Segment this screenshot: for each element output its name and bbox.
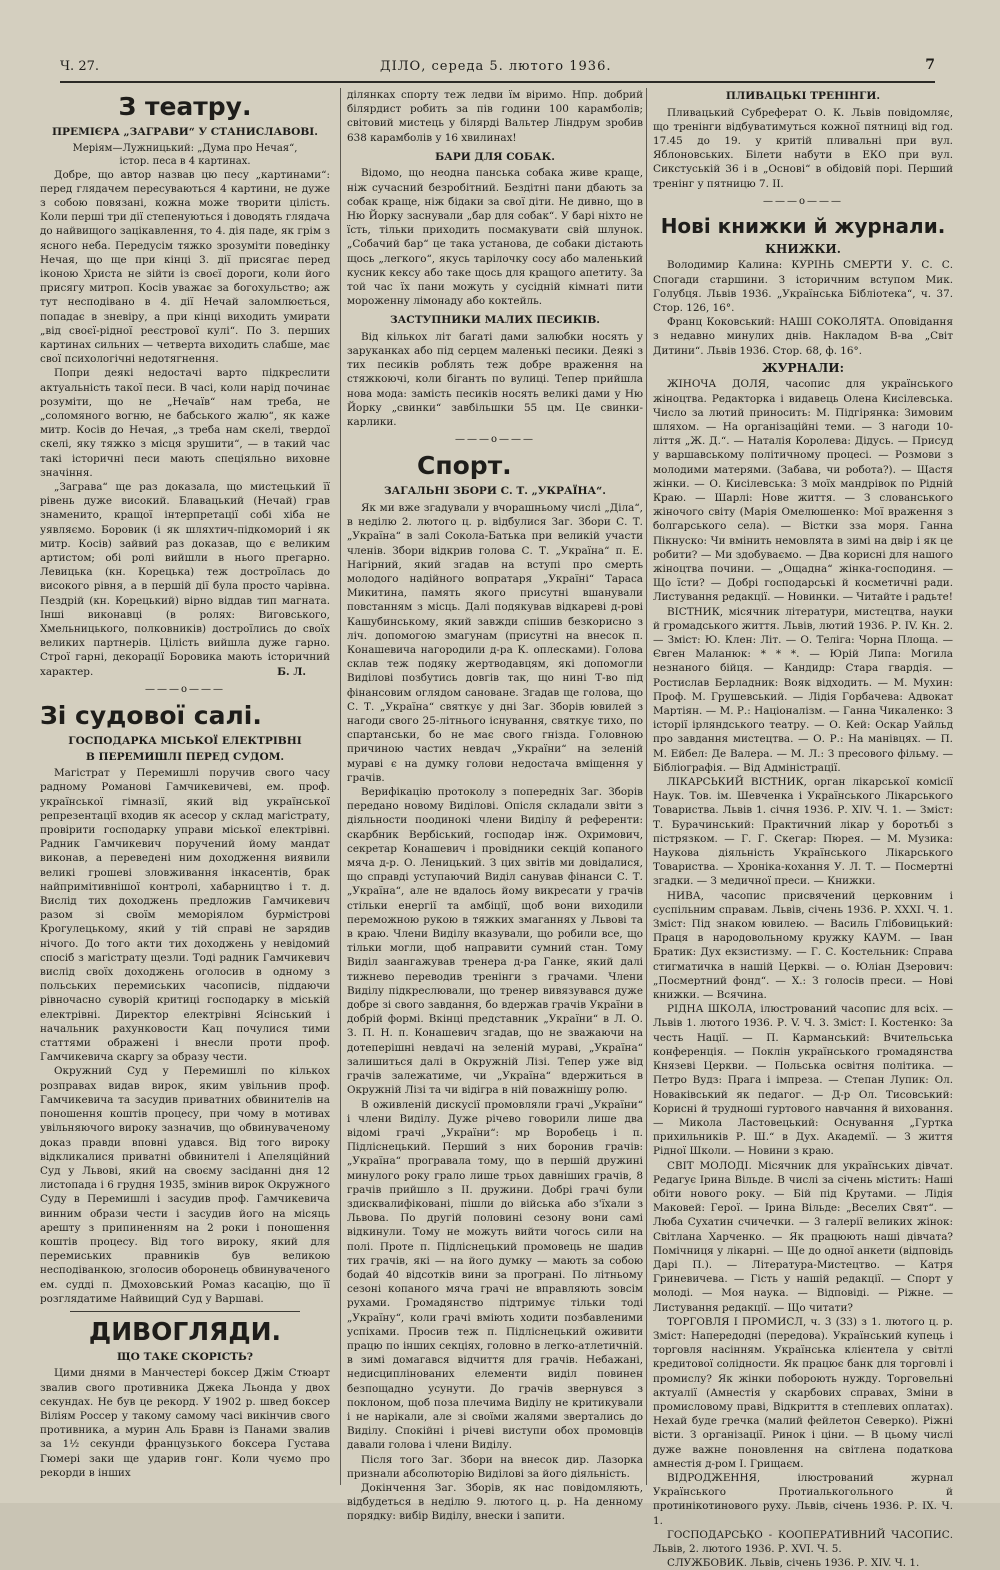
paragraph: Як ми вже згадували у вчорашньому числі „Діла“, в неділю 2. лютого ц. р. відбулися Заг. Збори С. Т. „Україна“ в залі Сокола-Батька при великій участи членів. Збори відкрив голова С. Т. „Україна“ п. Е. Нагірний, який згадав на вступі про смерть молодого надійного вопратаря „Україні“ Тараса Микитина, память якого присутні вшанували повстанням з місць. Далі подякував відкареві д-рові Кашубинському, який завжди спішив безкорисно з ліч. допомогою змагунам (присутні на внесок п. Конашевича нагородили д-ра К. оплесками). Голова склав теж подяку жертводавцям, які допомогли Виділові позбутись довгів так, що нині Т-во під фінансовим оглядом сановане. Згадав ще голова, що С. Т. „Україна“ святкує у дні Заг. Зборів ювилей з нагоди свого 25-літнього існування, святкує тихо, по спартанськи, бо не має свого гнізда. Головною причиною частих невдач „України“ на зеленій мураві є на думку голови недостача вміщення у грачів. [347, 501, 643, 784]
author-signature: Б. Л. [277, 665, 306, 678]
section-heading-books: Нові книжки й журнали. [660, 213, 946, 238]
column-1 [40, 88, 330, 1485]
separator: ———o——— [762, 195, 844, 207]
play-genre: істор. песа в 4 картинах. [119, 155, 251, 167]
column-2 [340, 88, 643, 1523]
journal-entry: НИВА, часопис присвячений церковним і суспільним справам. Львів, січень 1936. Р. XXXI. Ч. 1. Зміст: Під знаком ювилею. — Василь Глібовицький: Праця в народовольному кружку КАУМ. — Іван Братик: Дух екзистизму. — Г. С. Костельник: Справа стигматичка в нашій Церкві. — о. Юліан Дзерович: „Посмертний фонд“. — Х.: З голосів преси. — Нові книжки. — Всячина. [653, 889, 953, 1002]
book-entry: Володимир Калина: КУРІНЬ СМЕРТИ У. С. С. Спогади старшини. З історичним вступом Мик. Голубця. Львів 1936. „Українська Бібліотека“, ч. 37. Стор. 126, 16°. [653, 259, 953, 315]
page-header [60, 55, 935, 83]
paragraph: Окружний Суд у Перемишлі по кількох розправах видав вирок, яким увільнив проф. Гамчикевича та засудив приватних обвинителів на поношення коштів процесу, при чому в мотивах увільняючого вироку зазначив, що обвинуваченому доказ правди вповні удався. Від того вироку відкликалися приватні обвинителі і Апеляційний Суд у Львові, який на своєму засіданні дня 12 листопада і 6 грудня 1935, змінив вирок Окружного Суду в Перемишлі і засудив проф. Гамчикевича винним образи чести і засудив його на місяць арешту з припиненням на 2 роки і поношення коштів процесу. Від того вироку, який для перемиських правників був великою несподіванкою, зголосив оборонець обвинуваченого ем. судді п. Дмоховський Ромаз касацію, що її розглядатиме Найвищий Суд у Варшаві. [40, 1065, 330, 1305]
paragraph: Відомо, що неодна панська собака живе краще, ніж сучасний безробітний. Бездітні пани дбають за собак краще, ніж бідаки за свої діти. Не дивно, що в Ню Йорку заснували „бар для собак“. У барі ніхто не їсть, тільки приходить посмакувати свій шлунок. „Собачий бар“ це така установа, де собаки дістають щось „легкого“, якусь тарілочку сосу або маленький кусник кексу або таке щось для кращого апетиту. За той час їх пани можуть у сусідній кімнаті пити мороженну лімонаду або коктейль. [347, 167, 643, 308]
paragraph: В оживленій дискусії промовляли грачі „України“ і члени Виділу. Дуже річево говорили лише два відомі грачі „України“: мр Воробець і п. Підліснецький. Перший з них боронив грачів: „Україна“ програвала тому, що в першій дружині минулого року грало лише трьох давніших грачів, 8 грачів прийшло з II. дружини. Добрі грачі були здисквалифіковані, пішли до війська або з'їхали з Львова. По другій половині сезону вони самі відкинули. Тому не можуть вийти чогось сили на полі. Проте п. Підліснецький промовець не шадив тих грачів, які — на його думку — мають за собою бодай 40 відсотків вини за програні. По літньому сезоні копаного мяча грачі не вправляють зовсім рухами. Громадянство підтримує тільки тоді „Україну“, коли грачі вміють ходити позбавленими успіхами. Просив теж п. Підліснецький оживити працю по інших секціях, головно в легко-атлетичній. в зимі домагався відчиття для грачів. Небажані, недисциплінованих елементи виділ повинен безпощадно усунути. До грачів звернувся з поклоном, щоб поза плечима Виділу не критикували і не нарікали, але зі своїми жалями звертались до Виділу. Спокійні і річеві виступи обох промовців давали голова і члени Виділу. [347, 1098, 643, 1452]
masthead: ДІЛО, середа 5. лютого 1936. [380, 59, 612, 74]
paragraph: Від кількох літ багаті дами залюбки носять у заруканках або під серцем маленькі песики. Деякі з тих песиків роблять теж добре враження на стяжкоючі, коли біганть по вулиці. Тепер прийшла нова мода: замість песиків носять великі дами у Ню Йорку „свинки“ завбільшки 55 цм. Це свинки-карлики. [347, 330, 643, 429]
paragraph: „Заграва“ ще раз доказала, що мистецький її рівень дуже високий. Блавацький (Нечай) грав знаменито, кращої інтерпретації собі хіба не уявляємо. Боровик (і як шляхтич-підкоморий і як митр. Косів) зайвий раз доказав, що є великим артистом; обі ролі вийшли в нього прегарно. Левицька (кн. Корецька) теж достроїлась до високого рівня, а в першій дії була просто чарівна. Пездрій (кн. Корецький) вірно віддав тип магната. Інші виконавці (в ролях: Виговського, Хмельницького, полковників) достроїлись до своїх великих партнерів. Цілість вийшла дуже гарно. Строї гарні, декорації Боровика мають історичний характер. [40, 480, 330, 678]
journal-entry: ЛІКАРСЬКИЙ ВІСТНИК, орган лікарської комісії Наук. Тов. ім. Шевченка і Українського Лікарського Товариства. Львів 1. січня 1936. Р. XIV. Ч. 1. — Зміст: Т. Бурачинський: Практичний лікар у боротьбі з пістрязком. — Г. Г. Скегар: Пюрея. — М. Музика: Наукова діяльність Українського Лікарського Товариства. — Хроніка-кохання У. Л. Т. — Посмертні згадки. — З медичної преси. — Книжки. [653, 776, 953, 888]
journal-entry: ВІСТНИК, місячник літератури, мистецтва, науки й громадського життя. Львів, лютий 1936. Р. IV. Кн. 2. — Зміст: Ю. Клен: Літ. — О. Теліга: Чорна Площа. — Євген Маланюк: * * *. — Юрій Липа: Могила незнаного бійця. — Кандидр: Стара гвардія. — Ростислав Берладник: Вояк відходить. — М. Мухин: Проф. М. Грушевський. — Лідія Горбачева: Адвокат Мартіян. — М. Р.: Націоналізм. — Ганна Чикаленко: З історії ірляндського театру. — О. Кей: Оскар Уайльд про завдання мистецтва. — О. Р.: На манівцях. — П. М. Ейбел: Де Валера. — М. Л.: З пресового фільму. — Бібліографія. — Від Адміністрації. [653, 605, 953, 774]
article-title-speed: ЩО ТАКЕ СКОРІСТЬ? [116, 1350, 253, 1363]
article-title-dog-bars: БАРИ ДЛЯ СОБАК. [435, 150, 555, 163]
section-heading-court: Зі судової салі. [40, 701, 262, 731]
paragraph: Пливацький Субреферат О. К. Львів повідомляє, що тренінги відбуватимуться кожної пятниці від год. 17.45 до 19. у критій пливальні при вул. Яблоновських. Білети набути в ЕКО при вул. Сикстуській 36 і в „Основі“ в обідовій порі. Перший тренінг у пятницю 7. II. [653, 106, 953, 190]
paragraph: ділянках спорту теж ледви їм віримо. Нпр. добрий білярдист робить за пів години 100 карамболів; світовий мистець у білярді Вальтер Ліндрум зробив 638 карамболів у 16 хвилинах! [347, 89, 643, 144]
journal-entry: ГОСПОДАРСЬКО - КООПЕРАТИВНИЙ ЧАСОПИС. Львів, 2. лютого 1936. Р. XVI. Ч. 5. [653, 1528, 953, 1555]
separator: ———o——— [454, 434, 536, 446]
issue-number: Ч. 27. [60, 59, 99, 74]
paragraph: Магістрат у Перемишлі поручив свого часу радному Романові Гамчикевичеві, ем. проф. української гімназії, який від української репрезентації входив як асесор у склад магістрату, провірити господарку управи міської електрівні. Радник Гамчикевич поручений йому мандат виконав, а переведені ним доходження виявили великі грошеві зловживання інкасентів, брак найпримітивнішої контролі, хабарництво і т. д. Вислід тих доходжень предложив Гамчикевич разом зі своїм меморіялом бурмістрові Крогулецькому, який у тій справі не зарядив нічого. До того акти тих доходжень у невідомий спосіб з магістрату щезли. Тоді радник Гамчикевич вислід своїх доходжень оголосив в одному з польських перемиських часописів, піддаючи рівночасно суворій критиці господарку в міській електрівні. Директор електрівні Ясінський і начальник рахунковости Кац почулися тими статтями ображені і внесли проти проф. Гамчикевича скаргу за образу чести. [40, 767, 330, 1064]
journal-entry: РІДНА ШКОЛА, ілюстрований часопис для всіх. — Львів 1. лютого 1936. Р. V. Ч. 3. Зміст: І. Костенко: За честь Нації. — П. Карманський: Вчительська конференція. — Поклін українського громадянства Князеві Церкви. — Польська освітня політика. — Петро Вудз: Прага і імпреза. — Степан Лупик: Ол. Новаківський як педагог. — Д-р Ол. Тисовський: Корисні й трудноші гуртового навчання й виховання. — Микола Ластовецький: Оснування „Гуртка прихильників Р. Ш.“ в Дух. Академії. — З життя Рідної Школи. — Новини з краю. [653, 1003, 953, 1158]
subsection-books: КНИЖКИ. [765, 241, 841, 256]
section-heading-theatre: З театру. [118, 92, 252, 121]
column-3 [646, 88, 953, 1570]
separator [70, 1311, 300, 1312]
article-title-swimming: ПЛИВАЦЬКІ ТРЕНІНГИ. [725, 90, 881, 102]
paragraph: Після того Заг. Збори на внесок дир. Лазорка признали абсолюторію Виділові за його діяльність. [347, 1453, 643, 1480]
play-title: Мерiям—Лужницький: „Дума про Нечая“, [72, 142, 298, 154]
journal-entry: ВІДРОДЖЕННЯ, ілюстрований журнал Українського Протиалькогольного й протинікотинового руху. Львів, січень 1936. Р. IX. Ч. 1. [653, 1471, 953, 1527]
separator: ———o——— [144, 684, 226, 696]
journal-entry: ЖІНОЧА ДОЛЯ, часопис для українського жіноцтва. Редакторка і видавець Олена Кисілевська. Число за лютий приносить: М. Підгірянка: Зимовим шляхом. — На організаційні теми. — З нагоди 10-ліття „Ж. Д.“. — Наталія Королева: Дідусь. — Присуд у варшавському політичному процесі. — Розмови з молодими матерями. (Забава, чи робота?). — Щастя жінки. — О. Кисілевська: З моїх мандрівок по Рідній Краю. — Шарлі: Нове життя. — З слованського жіночого світу (Марія Омелюшенко: Мої враження з болгарського села). — Вістки зза моря. Ганна Пікнуско: Чи вмінить немовлята в зимі на двір і як це робити? — Ми здобуваємо. — Два корисні для нашого жіноцтва почини. — „Ощадна“ жінка-господиня. — Що їсти? — Добрі господарські й косметичні ради. Листування редакції. — Новинки. — Читайте і радьте! [653, 378, 953, 604]
page-number: 7 [925, 57, 935, 73]
article-title-court-2: В ПЕРЕМИШЛІ ПЕРЕД СУДОМ. [85, 750, 285, 763]
paragraph: Докінчення Заг. Зборів, як нас повідомляють, відбудеться в неділю 9. лютого ц. р. На денному порядку: вибір Виділу, внески і запити. [347, 1481, 643, 1523]
article-title-general-meeting: ЗАГАЛЬНІ ЗБОРИ С. Т. „УКРАЇНА“. [384, 485, 606, 498]
journal-entry: ТОРГОВЛЯ І ПРОМИСЛ, ч. 3 (33) з 1. лютого ц. р. Зміст: Напередодні (передова). Український купець і торговля насінням. Українська клієнтела у світлі кредитової солідности. Як працює банк для торговлі і промислу? Як жінки побороють нужду. Торговельні актуалії (Амнестія у скарбових справах, Зміни в промисловому праві, Відкриття в степлевих оплатах). Нехай буде гречка (малий фейлетон Северко). Ріжні вісти. З організації. Ринок і ціни. — В цьому числі дуже важне поновлення на світлена податкова амнестія д-ром І. Грищаєм. [653, 1315, 953, 1470]
paragraph: Цими днями в Манчестері боксер Джім Стюарт звалив свого противника Джека Льонда у двох секундах. Не був це рекорд. У 1902 р. швед боксер Віліям Россер у такому самому часі викінчив свого противника, а мурин Аль Бравн із Панами звалив за 1½ секунди французького боксера Густава Гюмері заки ще ударив гонг. Коли чуємо про рекорди в інших [40, 1367, 330, 1479]
section-heading-sport: Спорт. [417, 451, 512, 481]
journal-entry: СЛУЖБОВИК. Львів, січень 1936. Р. XIV. Ч. 1. [667, 1557, 920, 1570]
paragraph: Попри деякі недостачі варто підкреслити актуальність такої песи. В часі, коли нарід починає розуміти, що не „Нечаїв“ нам треба, не „соломяного вогню, не бабського жалю“, як каже митр. Косів до Нечая, „з треба нам скелі, твердої скелі, яку тяжко з місця зрушити“, — в такий час такі історичні песи мають спеціяльно виховне значіння. [40, 367, 330, 479]
paragraph: Добре, що автор назвав цю песу „картинами“: перед глядачем пересуваються 4 картини, не дуже з собою повязані, кожна може творити цілість. Коли перші три дії степенуються і доводять глядача до найвищого зацікавлення, то 4. дія паде, як грім з ясного неба. Передусім тяжко зрозуміти поведінку Нечая, що ще при кінці 3. дії присягає перед іконою Христа не зійти із своєї дороги, коли його присягу митроп. Косів уважає за богохульство; аж тут несподівано в 4. дії Нечай заломлюється, попадає в зневіру, а при кінці виходить умирати „від своєї-рідної реєстрової кулі“. По 3. перших картинах сильних — четверта виходить слабше, має свої психологічні недотягнення. [40, 168, 330, 366]
article-title-small-dogs: ЗАСТУПНИКИ МАЛИХ ПЕСИКІВ. [390, 314, 600, 327]
article-title-premiere: ПРЕМІЄРА „ЗАГРАВИ“ У СТАНИСЛАВОВІ. [52, 126, 318, 138]
article-title-court-1: ГОСПОДАРКА МІСЬКОЇ ЕЛЕКТРІВНІ [68, 735, 302, 748]
book-entry: Франц Коковський: НАШІ СОКОЛЯТА. Оповідання з недавно минулих днів. Накладом В-ва „Світ Дитини“. Львів 1936. Стор. 68, ф. 16°. [653, 316, 953, 357]
section-heading-curiosities: ДИВОГЛЯДИ. [88, 1316, 282, 1346]
paragraph: Верифікацію протоколу з попередніх Заг. Зборів передано новому Виділові. Опісля складали звіти з діяльности поодинокі члени Виділу й референти: скарбник Вербіський, господар інж. Охримович, секретар Конашевич і провідники секцій копаного мяча д-р. О. Леницький. З цих звітів ми довідалися, що справді уступаючий Виділ санував фінанси С. Т. „Україна“, але не вдалось йому викресати у грачів стільки енергії та амбіції, щоб вони виходили переможною рукою в тяжких змаганнях у Львові та в краю. Члени Виділу вказували, що робили все, що тільки могли, щоб направити сумний стан. Тому Виділ заангажував тренера д-ра Ганке, який далі тижнево переводив тренінги з грачами. Члени Виділу підкреслювали, що тренер вивязувався дуже добре зі свого завдання, бо вдержав грачів України в добрій формі. Вкінці представник „України“ в Л. О. З. П. Н. п. Конашевич згадав, що не зважаючи на дотеперішні невдачі на зеленій мураві, „Україна“ залишиться далі в Окружній Лізі. Тепер уже від грачів залежатиме, чи „Україна“ вдержиться в Окружній Лізі та чи відігра в ній поважнішу ролю. [347, 786, 643, 1097]
subsection-journals: ЖУРНАЛИ: [762, 360, 844, 375]
journal-entry: СВІТ МОЛОДІ. Місячник для українських дівчат. Редагує Ірина Вільде. В числі за січень містить: Наші обіти нового року. — Бій під Крутами. — Лідія Маковей: Герої. — Ірина Вільде: „Веселих Свят“. — Люба Сухатин счичечки. — 3 галерії великих жінок: Світлана Харченко. — Як працюють наші дівчата? Помічниця у лікарні. — Ще до одної анкети (відповідь Дарі П.). — Література-Мистецтво. — Катря Гриневичева. — Гість у нашій редакції. — Спорт у молоді. — Моя наука. — Відповіді. — Ріжне. — Листування редакції. — Що читати? [653, 1159, 953, 1314]
